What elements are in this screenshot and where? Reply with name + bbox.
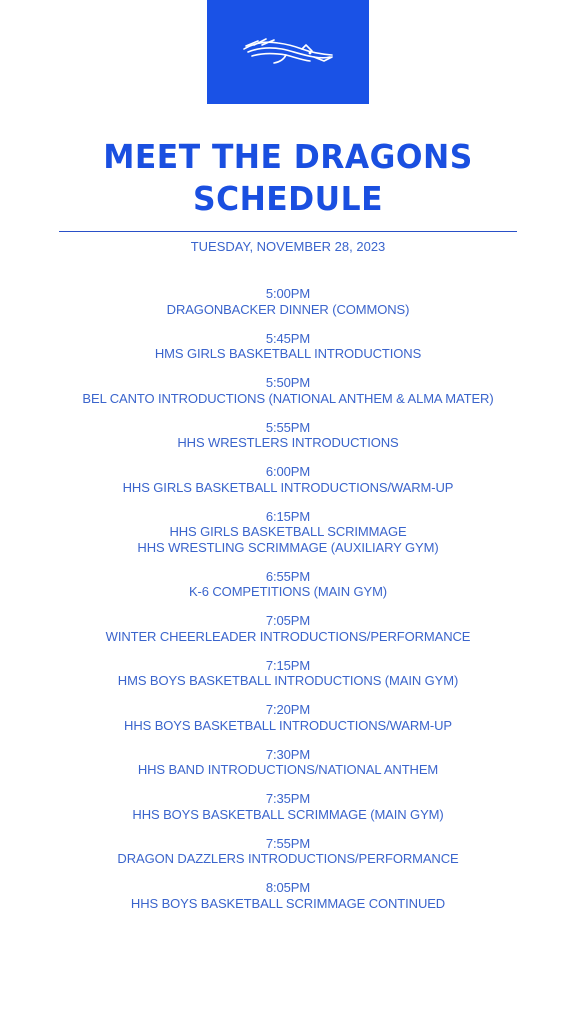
schedule-item xyxy=(0,658,576,689)
page-title xyxy=(14,136,561,220)
schedule-item xyxy=(0,836,576,867)
schedule-event: HMS GIRLS BASKETBALL INTRODUCTIONS xyxy=(154,346,422,361)
schedule-event: DRAGONBACKER DINNER (COMMONS) xyxy=(166,301,410,317)
schedule-item xyxy=(0,286,576,317)
schedule-item xyxy=(0,613,576,644)
schedule-event: HHS BOYS BASKETBALL INTRODUCTIONS/WARM-UP xyxy=(124,717,452,733)
dragon-head-icon xyxy=(240,37,336,67)
schedule-time: 8:05PM xyxy=(265,880,311,895)
schedule-event: K-6 COMPETITIONS (MAIN GYM) xyxy=(188,584,388,599)
logo-block xyxy=(207,0,369,104)
title-line-2: SCHEDULE xyxy=(193,179,383,218)
schedule-item xyxy=(0,509,576,556)
schedule-event: HHS GIRLS BASKETBALL SCRIMMAGE xyxy=(169,524,407,539)
event-date: TUESDAY, NOVEMBER 28, 2023 xyxy=(190,239,386,254)
schedule-time: 7:20PM xyxy=(265,702,311,717)
schedule-event: HHS BOYS BASKETBALL SCRIMMAGE CONTINUED xyxy=(130,895,446,911)
title-line-1: MEET THE DRAGONS xyxy=(103,137,473,176)
schedule-item xyxy=(0,702,576,733)
schedule-item xyxy=(0,464,576,495)
schedule-time: 5:50PM xyxy=(265,375,311,390)
schedule-item xyxy=(0,747,576,778)
schedule-event: WINTER CHEERLEADER INTRODUCTIONS/PERFORMANCE xyxy=(105,628,471,644)
schedule-event: HHS WRESTLERS INTRODUCTIONS xyxy=(177,435,399,450)
schedule-event: DRAGON DAZZLERS INTRODUCTIONS/PERFORMANCE xyxy=(117,851,459,866)
schedule-list xyxy=(0,286,576,925)
schedule-time: 7:05PM xyxy=(265,613,311,628)
schedule-item xyxy=(0,375,576,406)
schedule-time: 7:30PM xyxy=(265,746,311,762)
schedule-item xyxy=(0,880,576,911)
schedule-time: 7:55PM xyxy=(265,835,311,851)
schedule-event: HHS BAND INTRODUCTIONS/NATIONAL ANTHEM xyxy=(137,762,439,777)
schedule-time: 5:00PM xyxy=(265,286,311,301)
schedule-item xyxy=(0,331,576,362)
schedule-event: HHS WRESTLING SCRIMMAGE (AUXILIARY GYM) xyxy=(137,539,439,555)
schedule-item xyxy=(0,791,576,822)
schedule-item xyxy=(0,420,576,451)
schedule-time: 6:15PM xyxy=(265,508,311,524)
schedule-time: 7:15PM xyxy=(265,657,311,673)
schedule-event: HMS BOYS BASKETBALL INTRODUCTIONS (MAIN GYM) xyxy=(117,673,459,688)
schedule-event: HHS GIRLS BASKETBALL INTRODUCTIONS/WARM-UP xyxy=(122,479,454,495)
schedule-time: 6:00PM xyxy=(265,464,311,479)
schedule-event: BEL CANTO INTRODUCTIONS (NATIONAL ANTHEM & ALMA MATER) xyxy=(82,390,494,406)
divider xyxy=(59,231,517,232)
schedule-time: 5:45PM xyxy=(265,330,311,346)
schedule-time: 7:35PM xyxy=(265,791,311,806)
schedule-event: HHS BOYS BASKETBALL SCRIMMAGE (MAIN GYM) xyxy=(132,806,444,822)
schedule-item xyxy=(0,569,576,600)
schedule-time: 6:55PM xyxy=(265,568,311,584)
schedule-time: 5:55PM xyxy=(265,419,311,435)
